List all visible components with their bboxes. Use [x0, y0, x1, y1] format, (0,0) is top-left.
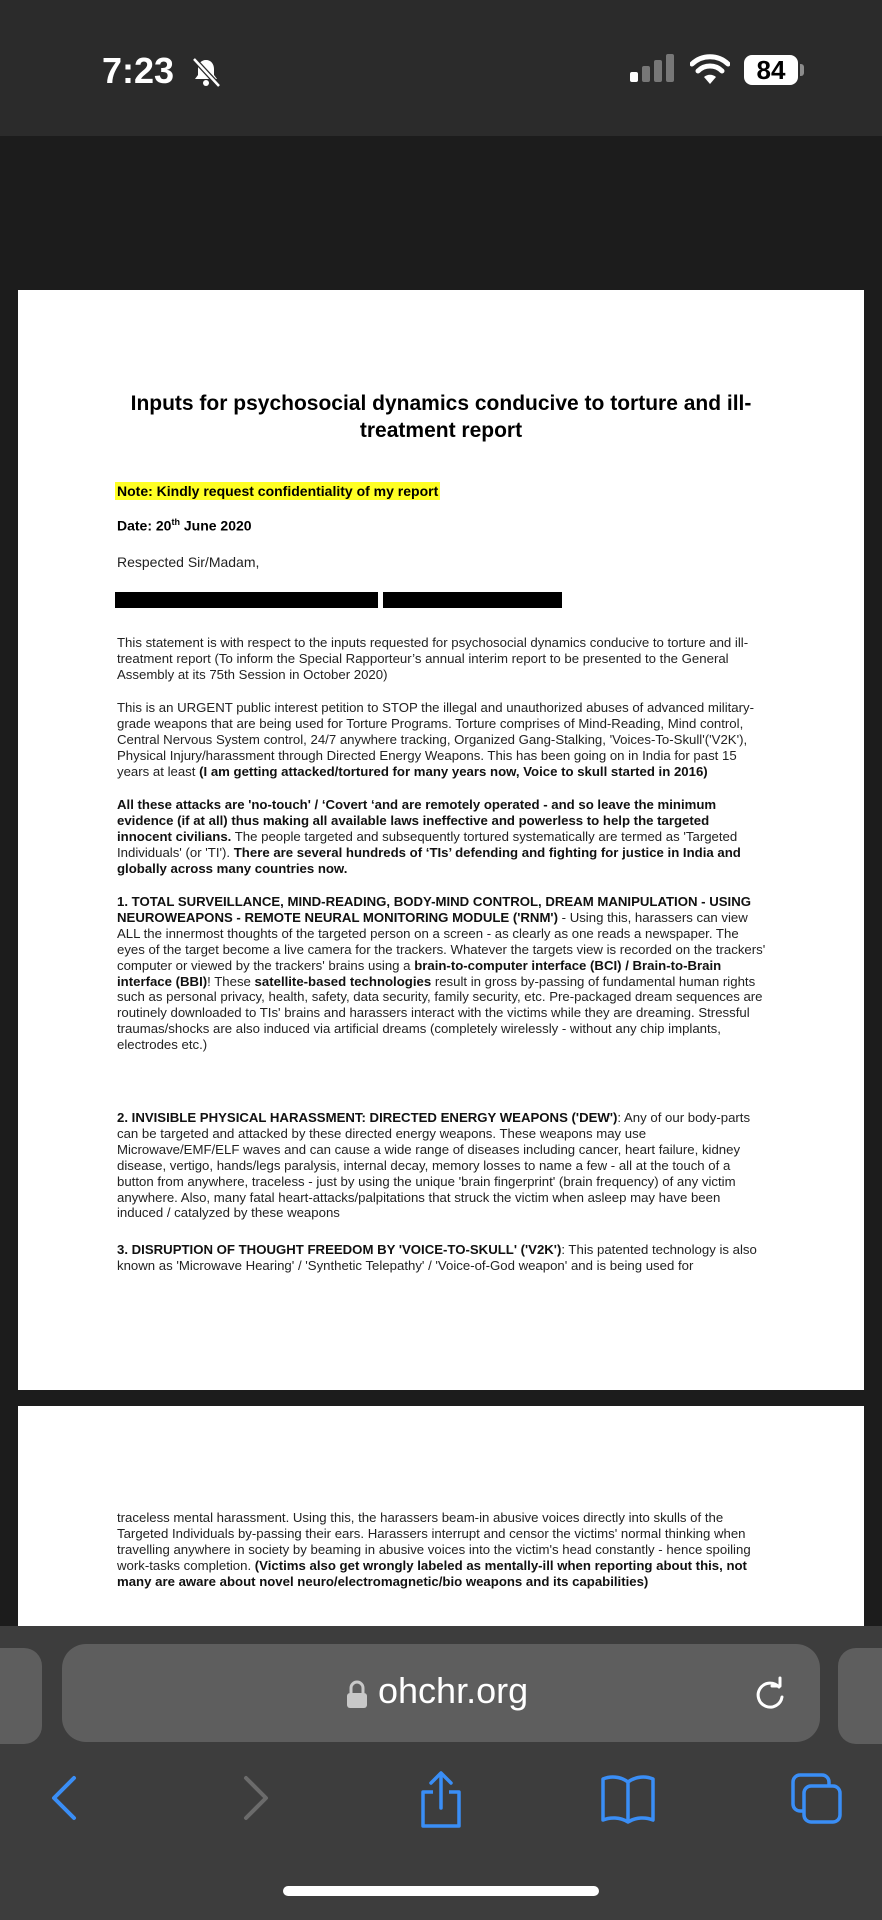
- para-heading: 1. TOTAL SURVEILLANCE, MIND-READING, BODY-MIND CONTROL, DREAM MANIPULATION - USING NEUROWEAPONS - REMOTE NEURAL MONITORING MODULE ('RNM'): [117, 894, 751, 925]
- para-bold: (I am getting attacked/tortured for many years now, Voice to skull started in 2016): [199, 763, 708, 779]
- para-text: ! These: [207, 973, 255, 989]
- pdf-page-1: [18, 290, 864, 1390]
- address-bar-area: [0, 1626, 882, 1750]
- para-text: result in gross by-passing of fundamental human rights such as personal privacy, health, safety, data security, family security, etc. Pre-packaged dream sequences are routinely downloaded to TIs' brains and harassers interact with the victims while they are dreaming. Stressful traumas/shocks are also induced via artificial dreams (completely wirelessly - without any chip implants, electrodes etc.): [117, 973, 763, 1053]
- date-suffix: June 2020: [179, 517, 252, 534]
- confidentiality-note: Note: Kindly request confidentiality of my report: [117, 483, 439, 499]
- para-bold: There are several hundreds of ‘TIs’ defending and fighting for justice in India and globally across many countries now.: [117, 844, 741, 876]
- para-text: The people targeted and subsequently tortured systematically are termed as 'Targeted Individuals' (or 'TI').: [117, 828, 738, 860]
- paragraph-surveillance: [117, 894, 767, 1053]
- para-text: This is an URGENT public interest petition to STOP the illegal and unauthorized abuses of advanced military-grade weapons that are being used for Torture Programs. Torture comprises of Mind-Reading, Mind control, Central Nervous System control, 24/7 anywhere tracking, Organized Gang-Stalking, 'Voices-To-Skull'('V2K'), Physical Injury/harassment through Directed Energy Weapons. This has been going on in India for past 15 years at least: [117, 700, 754, 779]
- document-date: [117, 517, 252, 534]
- battery-nub: [800, 64, 804, 76]
- bell-slash-icon: [188, 54, 224, 90]
- para-text: traceless mental harassment. Using this, the harassers beam-in abusive voices directly into skulls of the Targeted Individuals by-passing their ears. Harassers interrupt and censor the victims' normal thinking when travelling anywhere in society by beaming in abusive voices into the victim's head constantly - hence spoiling work-tasks completion.: [117, 1510, 751, 1573]
- para-heading: 2. INVISIBLE PHYSICAL HARASSMENT: DIRECTED ENERGY WEAPONS ('DEW'): [117, 1110, 618, 1125]
- share-icon[interactable]: [416, 1770, 466, 1830]
- para-heading: 3. DISRUPTION OF THOUGHT FREEDOM BY 'VOICE-TO-SKULL' ('V2K'): [117, 1242, 562, 1257]
- salutation: Respected Sir/Madam,: [117, 554, 260, 570]
- paragraph-dew: [117, 1110, 767, 1221]
- status-bar: [0, 0, 882, 136]
- para-bold: (Victims also get wrongly labeled as mentally-ill when reporting about this, not many are aware about novel neuro/electromagnetic/bio weapons and its capabilities): [117, 1557, 747, 1589]
- redaction-bar: [383, 592, 562, 608]
- para-text: : Any of our body-parts can be targeted and attacked by these directed energy weapons. These weapons may use Microwave/EMF/ELF waves and can cause a wide range of diseases including cancer, heart failure, kidney disease, vertigo, hands/legs paralysis, internal decay, memory losses to name a few - all at the touch of a button from anywhere, traceless - just by using the unique 'brain fingerprint' (brain frequency) of any victim anywhere. Also, many fatal heart-attacks/palpitations that struck the victim when asleep may have been induced / catalyzed by these weapons: [117, 1110, 751, 1221]
- para-bold: brain-to-computer interface (BCI) / Brain-to-Brain interface (BBI): [117, 957, 722, 989]
- wifi-icon: [690, 54, 730, 86]
- paragraph-v2k-continued: [117, 1510, 767, 1590]
- previous-tab-peek[interactable]: [0, 1648, 42, 1744]
- paragraph-intro: This statement is with respect to the inputs requested for psychosocial dynamics conducive to torture and ill-treatment report (To inform the Special Rapporteur’s annual interim report to be presented to the General Assembly at its 75th Session in October 2020): [117, 635, 749, 682]
- tabs-icon[interactable]: [790, 1772, 844, 1826]
- paragraph-petition: [117, 700, 767, 780]
- url-text[interactable]: ohchr.org: [378, 1670, 529, 1711]
- pdf-viewer[interactable]: [0, 136, 882, 1626]
- para-text: : This patented technology is also known as 'Microwave Hearing' / 'Synthetic Telepathy' / 'Voice-of-God weapon' and is being used for: [117, 1242, 757, 1273]
- address-bar[interactable]: [62, 1644, 820, 1742]
- bottom-toolbar: [0, 1750, 882, 1920]
- date-prefix: Date: 20: [117, 517, 172, 534]
- next-tab-peek[interactable]: [838, 1648, 882, 1744]
- reload-icon[interactable]: [752, 1676, 788, 1712]
- bookmarks-icon[interactable]: [600, 1774, 656, 1824]
- date-sup: th: [171, 517, 180, 527]
- paragraph-v2k: [117, 1242, 767, 1274]
- para-bold: satellite-based technologies: [254, 973, 432, 989]
- forward-icon[interactable]: [236, 1770, 276, 1826]
- lock-icon: [346, 1680, 368, 1710]
- clock: 7:23: [102, 50, 175, 91]
- paragraph-attacks: [117, 797, 767, 877]
- pdf-page-2: [18, 1406, 864, 1626]
- back-icon[interactable]: [44, 1770, 84, 1826]
- para-text: - Using this, harassers can view ALL the innermost thoughts of the targeted person on a screen - as clearly as one reads a newspaper. The eyes of the target become a live camera for the trackers. Whatever the targets view is recorded on the trackers' computer or viewed by the trackers' brains using a: [117, 909, 766, 973]
- home-indicator: [283, 1886, 599, 1896]
- redaction-bar: [115, 592, 378, 608]
- document-title: Inputs for psychosocial dynamics conducive to torture and ill-treatment report: [130, 392, 752, 442]
- battery-indicator: 84: [744, 55, 798, 85]
- para-bold: All these attacks are 'no-touch' / ‘Covert ‘and are remotely operated - and so leave the minimum evidence (if at all) thus making all available laws ineffective and powerless to help the targeted innocent civilians.: [117, 797, 717, 844]
